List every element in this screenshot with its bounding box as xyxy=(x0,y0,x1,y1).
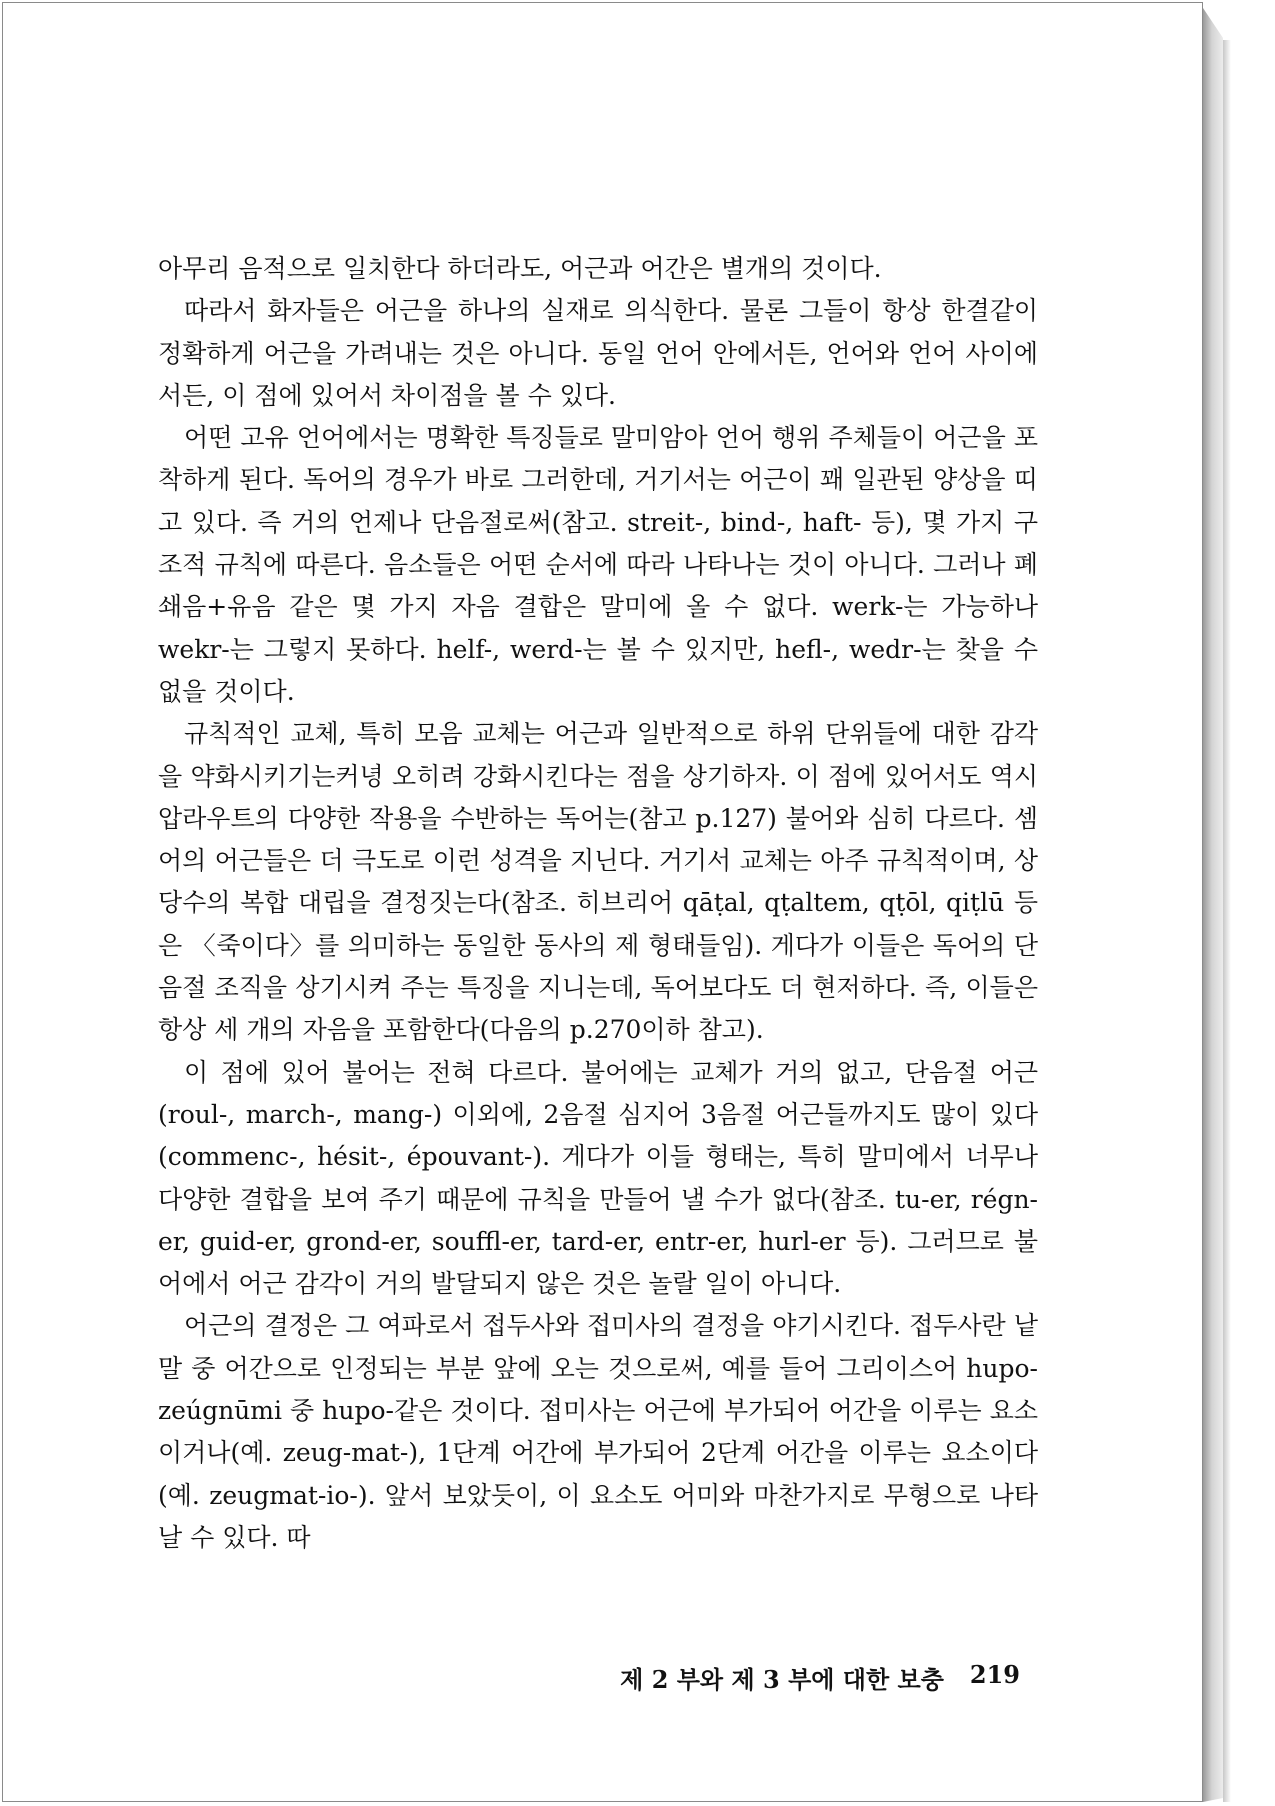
page-number: 219 xyxy=(969,1660,1020,1689)
paragraph-3: 어떤 고유 언어에서는 명확한 특징들로 말미암아 언어 행위 주체들이 어근을 포착하게 된다. 독어의 경우가 바로 그러한데, 거기서는 어근이 꽤 일관된 양상을 띠고 있다. 즉 거의 언제나 단음절로써(참고. streit-, bind-, haft- 등), 몇 가지 구조적 규칙에 따른다. 음소들은 어떤 순서에 따라 나타나는 것이 아니다. 그러나 폐쇄음+유음 같은 몇 가지 자음 결합은 말미에 올 수 없다. werk-는 가능하나 wekr-는 그렇지 못하다. helf-, werd-는 볼 수 있지만, hefl-, wedr-는 찾을 수 없을 것이다. xyxy=(158,423,1038,706)
paragraph-2: 따라서 화자들은 어근을 하나의 실재로 의식한다. 물론 그들이 항상 한결같이 정확하게 어근을 가려내는 것은 아니다. 동일 언어 안에서든, 언어와 언어 사이에서든, 이 점에 있어서 차이점을 볼 수 있다. xyxy=(158,296,1038,410)
running-footer xyxy=(600,1660,1020,1695)
paragraph-5: 이 점에 있어 불어는 전혀 다르다. 불어에는 교체가 거의 없고, 단음절 어근(roul-, march-, mang-) 이외에, 2음절 심지어 3음절 어근들까지도 많이 있다(commenc-, hésit-, épouvant-). 게다가 이들 형태는, 특히 말미에서 너무나 다양한 결합을 보여 주기 때문에 규칙을 만들어 낼 수가 없다(참조. tu-er, régn-er, guid-er, grond-er, souffl-er, tard-er, entr-er, hurl-er 등). 그러므로 불어에서 어근 감각이 거의 발달되지 않은 것은 놀랄 일이 아니다. xyxy=(158,1057,1038,1299)
paragraph-4: 규칙적인 교체, 특히 모음 교체는 어근과 일반적으로 하위 단위들에 대한 감각을 약화시키기는커녕 오히려 강화시킨다는 점을 상기하자. 이 점에 있어서도 역시 압라우트의 다양한 작용을 수반하는 독어는(참고 p.127) 불어와 심히 다르다. 셈어의 어근들은 더 극도로 이런 성격을 지닌다. 거기서 교체는 아주 규칙적이며, 상당수의 복합 대립을 결정짓는다(참조. 히브리어 qāṭal, qṭaltem, qṭōl, qiṭlū 등은 〈죽이다〉를 의미하는 동일한 동사의 제 형태들임). 게다가 이들은 독어의 단음절 조직을 상기시켜 주는 특징을 지니는데, 독어보다도 더 현저하다. 즉, 이들은 항상 세 개의 자음을 포함한다(다음의 p.270이하 참고). xyxy=(158,719,1038,1045)
paragraph-1: 아무리 음적으로 일치한다 하더라도, 어근과 어간은 별개의 것이다. xyxy=(158,254,882,283)
page-edge-stack xyxy=(1203,8,1223,1802)
paragraph-6: 어근의 결정은 그 여파로서 접두사와 접미사의 결정을 야기시킨다. 접두사란 낱말 중 어간으로 인정되는 부분 앞에 오는 것으로써, 예를 들어 그리이스어 hupo-zeúgnūmi 중 hupo-같은 것이다. 접미사는 어근에 부가되어 어간을 이루는 요소이거나(예. zeug-mat-), 1단계 어간에 부가되어 2단계 어간을 이루는 요소이다(예. zeugmat-io-). 앞서 보았듯이, 이 요소도 어미와 마찬가지로 무형으로 나타날 수 있다. 따 xyxy=(158,1311,1038,1552)
running-title: 제 2 부와 제 3 부에 대한 보충 xyxy=(620,1665,944,1694)
page-shadow xyxy=(1223,40,1231,1802)
body-text xyxy=(158,248,1038,1559)
